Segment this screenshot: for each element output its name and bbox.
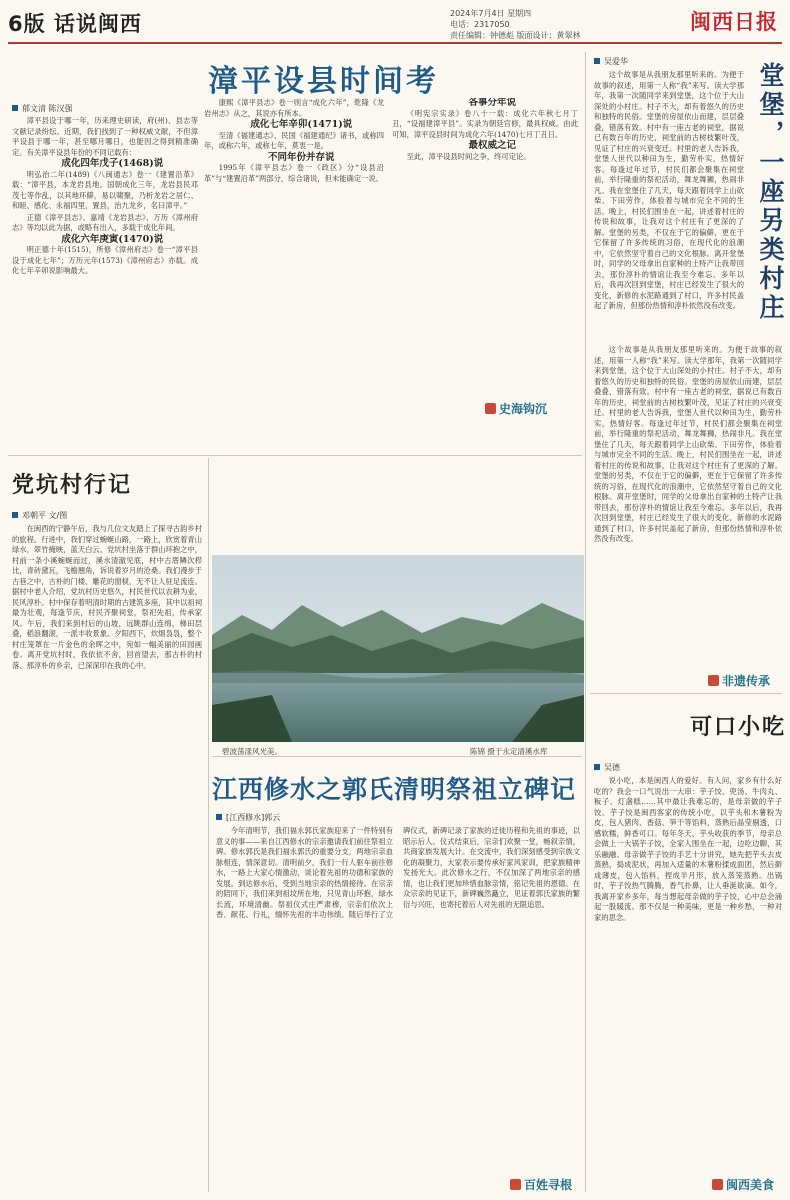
- article3-byline: [216, 812, 280, 823]
- badge-icon: [708, 675, 719, 686]
- article4-byline: [594, 56, 628, 67]
- root-search-badge: [510, 1176, 572, 1193]
- reservoir-photo: [212, 555, 584, 742]
- badge-icon: [712, 1179, 723, 1190]
- badge-label: 非遗传承: [722, 674, 771, 688]
- badge-icon: [485, 403, 496, 414]
- article1-para: 正德《漳平县志》、嘉靖《龙岩县志》、万历《漳州府志》等均以此为据，或略有出入，多载于成化年间。: [12, 212, 198, 232]
- article1-subhead: 成化四年戊子(1468)说: [61, 158, 164, 169]
- article3-author: [江西修水]郭云: [226, 813, 281, 822]
- article5-byline: [594, 762, 620, 773]
- article1-col2: [204, 98, 384, 446]
- article3-title: 江西修水之郭氏清明祭祖立碑记: [212, 775, 577, 804]
- article1-col3: [392, 98, 578, 398]
- section-rule: [590, 693, 782, 694]
- masthead-logo: 闽西日报: [690, 9, 778, 34]
- article4-body-top: 这个故事是从我朋友那里听来的。为便于故事的叙述，用第一人称“我”来写。读大学那年，我第一次随同学来到堂堡，这个位于大山深处的小村庄。村子不大，却有着悠久的历史和独特的民俗。堂堡的房屋依山而建，层层叠叠，错落有致。村中有一座古老的祠堂，据说已有数百年的历史，祠堂前的古树枝繁叶茂，见证了村庄的兴衰变迁。村里的老人告诉我，堂堡人世代以种田为生，勤劳朴实，热情好客。每逢过年过节，村民们都会聚集在祠堂前，举行隆重的祭祀活动，舞龙舞狮，热闹非凡。我在堂堡住了几天，每天跟着同学上山砍柴、下田劳作，体验着与城市完全不同的生活。晚上，村民们围坐在一起，讲述着村庄的传说和故事，让我对这个村庄有了更深的了解。堂堡的另类，不仅在于它的偏僻，更在于它保留了许多传统的习俗，在现代化的浪潮中，它依然坚守着自己的文化根脉。离开堂堡时，同学的父母拿出自家种的土特产让我带回去，那份淳朴的情谊让我至今难忘。多年以后，我再次回到堂堡，村庄已经发生了很大的变化，新修的水泥路通到了村口，许多村民盖起了新房，但那份热情和淳朴依然没有改变。: [594, 70, 744, 310]
- editors: 责任编辑：钟德彪 版面设计：黄翠林: [450, 31, 581, 40]
- edition-label: 6版 话说闽西: [8, 12, 142, 36]
- article1-subhead: 成化六年庚寅(1470)说: [61, 233, 164, 245]
- photo-image: [212, 555, 584, 742]
- phone: 电话：2317050: [450, 20, 510, 29]
- article5-body: 说小吃，本是闽西人的爱好。有人问，家乡有什么好吃的？我会一口气说出一大串：芋子饺、兜汤、牛肉丸、粄子、灯盏糕……其中最让我难忘的，是母亲做的芋子饺。芋子饺是闽西客家的传统小吃，以芋头和木薯粉为皮，包入猪肉、香菇、笋干等馅料，蒸熟后晶莹剔透，口感软糯，鲜香可口。每年冬天，芋头收获的季节，母亲总会做上一大锅芋子饺，全家人围坐在一起，边吃边聊，其乐融融。母亲做芋子饺的手艺十分讲究，她先把芋头去皮蒸熟，捣成泥状，再加入适量的木薯粉揉成面团，然后擀成薄皮，包入馅料，捏成半月形，放入蒸笼蒸熟。出锅时，芋子饺热气腾腾，香气扑鼻，让人垂涎欲滴。如今，我离开家乡多年，每当想起母亲做的芋子饺，心中总会涌起一股暖流。那不仅是一种美味，更是一种乡愁，一种对家的思念。: [594, 776, 782, 922]
- article1-author: 郁文清 陈汉强: [22, 104, 73, 113]
- article1-subhead: 不同年份并存说: [268, 151, 335, 163]
- article1-para: 至清《福建通志》、民国《福建通纪》诸书，或称四年，或称六年，或称七年，莫衷一是。: [204, 130, 384, 150]
- photo-caption-left: 碧波荡漾风光美。: [222, 747, 282, 756]
- article1-byline: [12, 103, 73, 114]
- column-rule: [208, 458, 209, 1192]
- article1-para: 漳平县设于哪一年，历来理史研读，府(州)、县志等文献记录纷纭。近期，我们找到了一种权威文献，不但漳平设县于哪一年，甚至哪月哪日，也能因之得到精准确定。有关漳平设县年份的不同记载有：: [12, 116, 198, 157]
- article4-author: 吴爱华: [604, 57, 628, 66]
- article1-subhead: 最权威之记: [468, 140, 517, 151]
- issue-date: 2024年7月4日 星期四: [450, 9, 532, 18]
- article2-author: 邓朝平 文/图: [22, 511, 68, 520]
- article4-body-bottom: 这个故事是从我朋友那里听来的。为便于故事的叙述，用第一人称“我”来写。读大学那年，我第一次随同学来到堂堡，这个位于大山深处的小村庄。村子不大，却有着悠久的历史和独特的民俗。堂堡的房屋依山而建，层层叠叠，错落有致。村中有一座古老的祠堂，据说已有数百年的历史，祠堂前的古树枝繁叶茂，见证了村庄的兴衰变迁。村里的老人告诉我，堂堡人世代以种田为生，勤劳朴实，热情好客。每逢过年过节，村民们都会聚集在祠堂前，举行隆重的祭祀活动，舞龙舞狮，热闹非凡。我在堂堡住了几天，每天跟着同学上山砍柴、下田劳作，体验着与城市完全不同的生活。晚上，村民们围坐在一起，讲述着村庄的传说和故事，让我对这个村庄有了更深的了解。堂堡的另类，不仅在于它的偏僻，更在于它保留了许多传统的习俗，在现代化的浪潮中，它依然坚守着自己的文化根脉。离开堂堡时，同学的父母拿出自家种的土特产让我带回去，那份淳朴的情谊让我至今难忘。多年以后，我再次回到堂堡，村庄已经发生了很大的变化，新修的水泥路通到了村口，许多村民盖起了新房，但那份热情和淳朴依然没有改变。: [594, 345, 782, 543]
- article1-para: 《明宪宗实录》卷八十一载：成化六年秋七月丁丑，“设福建漳平县”。实录为朝廷官修，最具权威。由此可知，漳平设县时间为成化六年(1470)七月丁丑日。: [392, 108, 578, 139]
- section-rule: [8, 455, 582, 456]
- article5-title: 可口小吃: [690, 714, 787, 740]
- food-badge: [712, 1176, 774, 1193]
- article5-author: 吴德: [604, 763, 620, 772]
- article3-body: 今年清明节，我们福永郭氏家族迎来了一件特别有意义的事——来自江西修水的宗亲邀请我们前往祭祖立碑。修水郭氏是我们福永郭氏的重要分支，两地宗亲血脉相连，情深意切。清明前夕，我们一行人驱车前往修水，一路上大家心情激动，谈论着先祖的功德和家族的发展。到达修水后，受到当地宗亲的热情接待。在宗亲的陪同下，我们来到祖坟所在地，只见青山环抱，绿水长流，环境清幽。祭祖仪式庄严肃穆，宗亲们依次上香、献花、行礼，缅怀先祖的丰功伟绩。随后举行了立碑仪式，新碑记录了家族的迁徙历程和先祖的事迹，以昭示后人。仪式结束后，宗亲们欢聚一堂，畅叙亲情，共商家族发展大计。在交流中，我们深刻感受到宗族文化的凝聚力，大家表示要传承好家风家训，把家族精神发扬光大。此次修水之行，不仅加深了两地宗亲的感情，也让我们更加珍惜血脉亲情，铭记先祖的恩德。在众宗亲的见证下，新碑巍然矗立，见证着郭氏家族的繁衍与兴旺，也寄托着后人对先祖的无限追思。: [216, 826, 580, 919]
- article1-para: 明正德十年(1515)，所修《漳州府志》卷一“漳平县设于成化七年”；万历元年(1573)《漳州府志》亦载。成化七年辛卯说影响最大。: [12, 245, 198, 275]
- photo-caption-right: 陈锦 摄于永定清溪水库: [470, 747, 548, 756]
- column-rule: [585, 52, 586, 1192]
- badge-label: 闽西美食: [726, 1178, 775, 1192]
- article1-para: 至此，漳平设县时间之争，终可定论。: [406, 151, 531, 161]
- article1-para: 1995年《漳平县志》卷一《政区》分“设县沿革”与“建置沿革”两部分，综合诸说，但未能确定一说。: [204, 163, 384, 183]
- article1-para: 康熙《漳平县志》卷一则言“成化六年”，乾隆《龙岩州志》从之，其说亦有所本。: [204, 98, 384, 118]
- badge-icon: [510, 1179, 521, 1190]
- article1-title: 漳平设县时间考: [208, 64, 439, 99]
- history-badge: 史海钩沉: [485, 400, 547, 417]
- header-rule: [8, 42, 782, 44]
- article2-body: 在闽西的宁静午后，我与几位文友踏上了探寻古韵乡村的旅程。行进中，我们穿过蜿蜒山路，一路上，欣赏着青山绿水，翠竹掩映，蓝天白云。党坑村坐落于群山环抱之中，村前一条小溪蜿蜒而过，溪水清澈见底，村中古厝鳞次栉比，青砖黛瓦，飞檐翘角，诉说着岁月的沧桑。我们漫步于古巷之中，古朴的门楼、雕花的窗棂，无不让人驻足流连。据村中老人介绍，党坑村历史悠久，村民世代以农耕为业，民风淳朴。村中保存着明清时期的古建筑多座，其中以祖祠最为壮观，每逢节庆，村民齐聚祠堂，祭祀先祖，传承家风。午后，我们来到村后的山坡，远眺群山连绵，梯田层叠，稻浪翻滚，一派丰收景象。夕阳西下，炊烟袅袅，整个村庄笼罩在一片金色的余晖之中，宛如一幅美丽的田园画卷。离开党坑村时，我依依不舍，回首望去，那古朴的村落、那淳朴的乡亲，已深深印在我的心中。: [12, 524, 202, 670]
- article1-para: 明弘治二年(1489)《八闽通志》卷一《建置沿革》载：“漳平县，本龙岩县地。国朝成化三年，龙岩县民邓茂七等作乱，以其地环僻，易以啸聚，乃析龙岩之居仁、和睦、感化、永福四里，置县，治九龙乡，名曰漳平。”: [12, 169, 198, 210]
- article1-subhead: 成化七年辛卯(1471)说: [250, 119, 353, 130]
- article4-title: 堂堡，一座另类村庄: [756, 62, 785, 323]
- article1-subhead: 各事分年说: [468, 98, 517, 108]
- article1-col1: [12, 116, 198, 446]
- header-meta: [450, 8, 581, 41]
- article2-byline: [12, 510, 67, 521]
- article2-title: 党坑村行记: [12, 472, 133, 498]
- heritage-badge: [708, 672, 770, 689]
- badge-label: 百姓寻根: [524, 1178, 573, 1192]
